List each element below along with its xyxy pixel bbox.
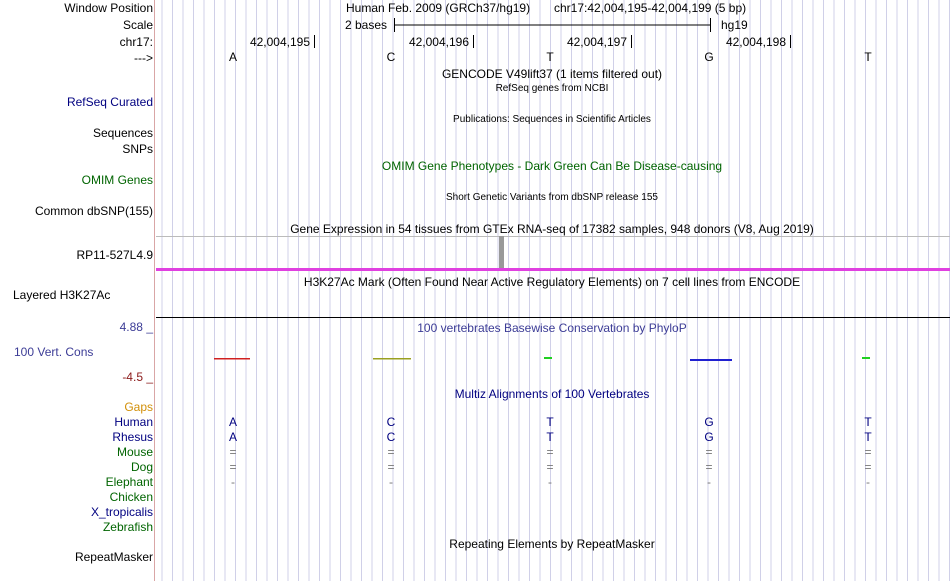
track-title-omim[interactable]: OMIM Gene Phenotypes - Dark Green Can Be Disease-causing bbox=[381, 159, 723, 173]
alignment-base: T bbox=[864, 430, 872, 444]
alignment-base: = bbox=[387, 445, 395, 459]
track-title-h3k27ac[interactable]: H3K27Ac Mark (Often Found Near Active Regulatory Elements) on 7 cell lines from ENCODE bbox=[303, 275, 801, 289]
ruler-tick bbox=[790, 35, 791, 48]
species-label[interactable]: Rhesus bbox=[112, 430, 153, 444]
scale-text: 2 bases bbox=[345, 18, 388, 32]
cons-mark-3 bbox=[544, 357, 552, 359]
track-title-gtex[interactable]: Gene Expression in 54 tissues from GTEx RNA-seq of 17382 samples, 948 donors (V8, Aug 2019) bbox=[290, 222, 814, 236]
alignment-base: - bbox=[866, 475, 870, 489]
ruler-base: C bbox=[386, 50, 396, 64]
alignment-base: = bbox=[387, 460, 395, 474]
alignment-base: = bbox=[864, 445, 872, 459]
alignment-base: T bbox=[864, 415, 872, 429]
alignment-base: - bbox=[548, 475, 552, 489]
track-label-omim[interactable]: OMIM Genes bbox=[81, 173, 153, 187]
species-label[interactable]: Mouse bbox=[116, 445, 153, 459]
alignment-base: - bbox=[389, 475, 393, 489]
alignment-base: - bbox=[231, 475, 235, 489]
track-title-dbsnp[interactable]: Short Genetic Variants from dbSNP release 155 bbox=[446, 192, 658, 203]
alignment-base: = bbox=[546, 445, 554, 459]
alignment-base: A bbox=[228, 430, 238, 444]
alignment-base: - bbox=[707, 475, 711, 489]
position-text: chr17:42,004,195-42,004,199 (5 bp) bbox=[554, 1, 747, 15]
track-label-cons[interactable]: 100 Vert. Cons bbox=[14, 345, 94, 359]
image-left-border bbox=[154, 0, 155, 581]
cons-mark-1 bbox=[214, 358, 250, 360]
ruler-coordinate: 42,004,196 bbox=[408, 35, 469, 49]
track-title-refseq[interactable]: RefSeq genes from NCBI bbox=[495, 83, 609, 94]
species-label[interactable]: Zebrafish bbox=[102, 520, 153, 534]
cons-wiggle[interactable] bbox=[156, 354, 950, 364]
alignment-base: T bbox=[546, 430, 554, 444]
ruler-base: T bbox=[546, 50, 554, 64]
ruler-coordinate: 42,004,195 bbox=[249, 35, 310, 49]
cons-mark-4 bbox=[690, 359, 732, 361]
scale-label[interactable]: Scale bbox=[122, 18, 153, 32]
species-label[interactable]: Chicken bbox=[109, 490, 153, 504]
track-title-cons[interactable]: 100 vertebrates Basewise Conservation by PhyloP bbox=[417, 321, 687, 335]
alignment-base: = bbox=[864, 460, 872, 474]
alignment-base: T bbox=[546, 415, 554, 429]
cons-mark-5 bbox=[862, 357, 870, 359]
alignment-base: = bbox=[229, 460, 237, 474]
alignment-base: C bbox=[386, 430, 396, 444]
gtex-expression-bar[interactable] bbox=[499, 236, 504, 268]
db-text: hg19 bbox=[721, 18, 748, 32]
ruler-coordinate: 42,004,197 bbox=[566, 35, 627, 49]
gtex-top-border bbox=[156, 236, 950, 237]
track-title-publications[interactable]: Publications: Sequences in Scientific Articles bbox=[453, 114, 651, 125]
alignment-base: C bbox=[386, 415, 396, 429]
ruler-tick bbox=[631, 35, 632, 48]
ruler-base: G bbox=[704, 50, 714, 64]
gtex-baseline bbox=[156, 268, 950, 271]
alignment-base: = bbox=[229, 445, 237, 459]
track-title-repeatmasker[interactable]: Repeating Elements by RepeatMasker bbox=[449, 537, 655, 551]
multiz-gaps-label[interactable]: Gaps bbox=[124, 400, 153, 414]
species-label[interactable]: Elephant bbox=[105, 475, 153, 489]
alignment-base: G bbox=[704, 430, 714, 444]
scale-bar bbox=[392, 17, 716, 33]
ruler-tick bbox=[314, 35, 315, 48]
cons-max-label: 4.88 _ bbox=[119, 320, 153, 334]
track-label-sequences[interactable]: Sequences bbox=[92, 126, 153, 140]
alignment-base: A bbox=[228, 415, 238, 429]
track-label-dbsnp[interactable]: Common dbSNP(155) bbox=[34, 204, 153, 218]
track-label-gtex[interactable]: RP11-527L4.9 bbox=[76, 248, 153, 262]
assembly-text: Human Feb. 2009 (GRCh37/hg19) bbox=[346, 1, 531, 15]
cons-mark-2 bbox=[373, 358, 411, 360]
alignment-base: G bbox=[704, 415, 714, 429]
species-label[interactable]: X_tropicalis bbox=[90, 505, 153, 519]
track-label-snps[interactable]: SNPs bbox=[122, 142, 153, 156]
window-position-label[interactable]: Window Position bbox=[64, 1, 153, 15]
track-label-repeatmasker[interactable]: RepeatMasker bbox=[74, 550, 153, 564]
h3k27ac-baseline bbox=[156, 317, 950, 318]
cons-min-label: -4.5 _ bbox=[122, 370, 153, 384]
ruler-base: T bbox=[864, 50, 872, 64]
track-label-h3k27ac[interactable]: Layered H3K27Ac bbox=[13, 288, 111, 302]
alignment-base: = bbox=[546, 460, 554, 474]
ruler-coordinate: 42,004,198 bbox=[725, 35, 786, 49]
strand-label[interactable]: ---> bbox=[134, 51, 153, 65]
track-title-multiz[interactable]: Multiz Alignments of 100 Vertebrates bbox=[454, 387, 650, 401]
ruler-tick bbox=[473, 35, 474, 48]
track-title-gencode[interactable]: GENCODE V49lift37 (1 items filtered out) bbox=[441, 67, 663, 81]
species-label[interactable]: Human bbox=[114, 415, 153, 429]
chrom-label[interactable]: chr17: bbox=[119, 35, 153, 49]
track-label-refseq[interactable]: RefSeq Curated bbox=[66, 95, 153, 109]
alignment-base: = bbox=[705, 445, 713, 459]
alignment-base: = bbox=[705, 460, 713, 474]
ruler-base: A bbox=[228, 50, 238, 64]
species-label[interactable]: Dog bbox=[130, 460, 153, 474]
